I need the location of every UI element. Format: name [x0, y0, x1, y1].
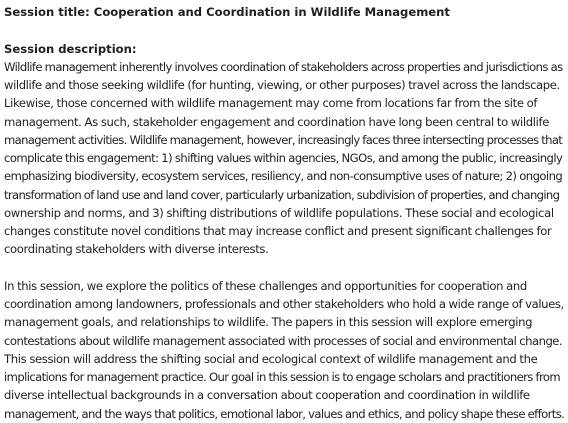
paragraph-line: management, and the ways that politics, emotional labor, values and ethics, and policy shape these efforts. — [4, 406, 565, 421]
paragraph-line: emphasizing biodiversity, ecosystem services, resiliency, and non-consumptive uses of nature; 2) ongoing — [4, 169, 563, 184]
paragraph-line: management activities. Wildlife management, however, increasingly faces three intersecting processes that — [4, 132, 563, 147]
paragraph-line: wildlife and those seeking wildlife (for hunting, viewing, or other purposes) travel across the landscape. — [4, 78, 560, 93]
paragraph-line: ownership and norms, and 3) shifting distributions of wildlife populations. These social and ecological — [4, 205, 554, 220]
session-title-text: Session title: Cooperation and Coordination in Wildlife Management — [4, 5, 450, 19]
paragraph-line: Likewise, those concerned with wildlife management may come from locations far from the site of — [4, 96, 538, 111]
paragraph-line: coordination among landowners, professionals and other stakeholders who hold a wide range of values, — [4, 297, 564, 312]
paragraph-line: changes constitute novel conditions that may increase conflict and present significant challenges for — [4, 224, 552, 239]
paragraph-line: management. As such, stakeholder engagement and coordination have long been central to wildlife — [4, 114, 549, 129]
session-description-label: Session description: — [4, 41, 137, 56]
paragraph-line: contestations about wildlife management associated with processes of social and environmental change. — [4, 333, 563, 348]
paragraph-line: implications for management practice. Our goal in this session is to engage scholars and practitioners from — [4, 370, 561, 385]
paragraph-line: complicate this engagement: 1) shifting values within agencies, NGOs, and among the public, increasingly — [4, 151, 563, 166]
paragraph-line: transformation of land use and land cover, particularly urbanization, subdivision of properties, and changing — [4, 187, 560, 202]
paragraph-line: Wildlife management inherently involves coordination of stakeholders across properties and jurisdictions as — [4, 59, 563, 74]
paragraph-line: This session will address the shifting social and ecological context of wildlife management and the — [4, 351, 538, 366]
paragraph-line: In this session, we explore the politics of these challenges and opportunities for cooperation and — [4, 278, 527, 293]
paragraph-line: management goals, and relationships to wildlife. The papers in this session will explore emerging — [4, 315, 533, 330]
description-paragraph-2 — [4, 277, 564, 423]
paragraph-line: diverse intellectual backgrounds in a conversation about cooperation and coordination in wildlife — [4, 388, 530, 403]
description-paragraph-1 — [4, 58, 564, 259]
session-title — [4, 3, 564, 21]
paragraph-line: coordinating stakeholders with diverse interests. — [4, 242, 269, 257]
